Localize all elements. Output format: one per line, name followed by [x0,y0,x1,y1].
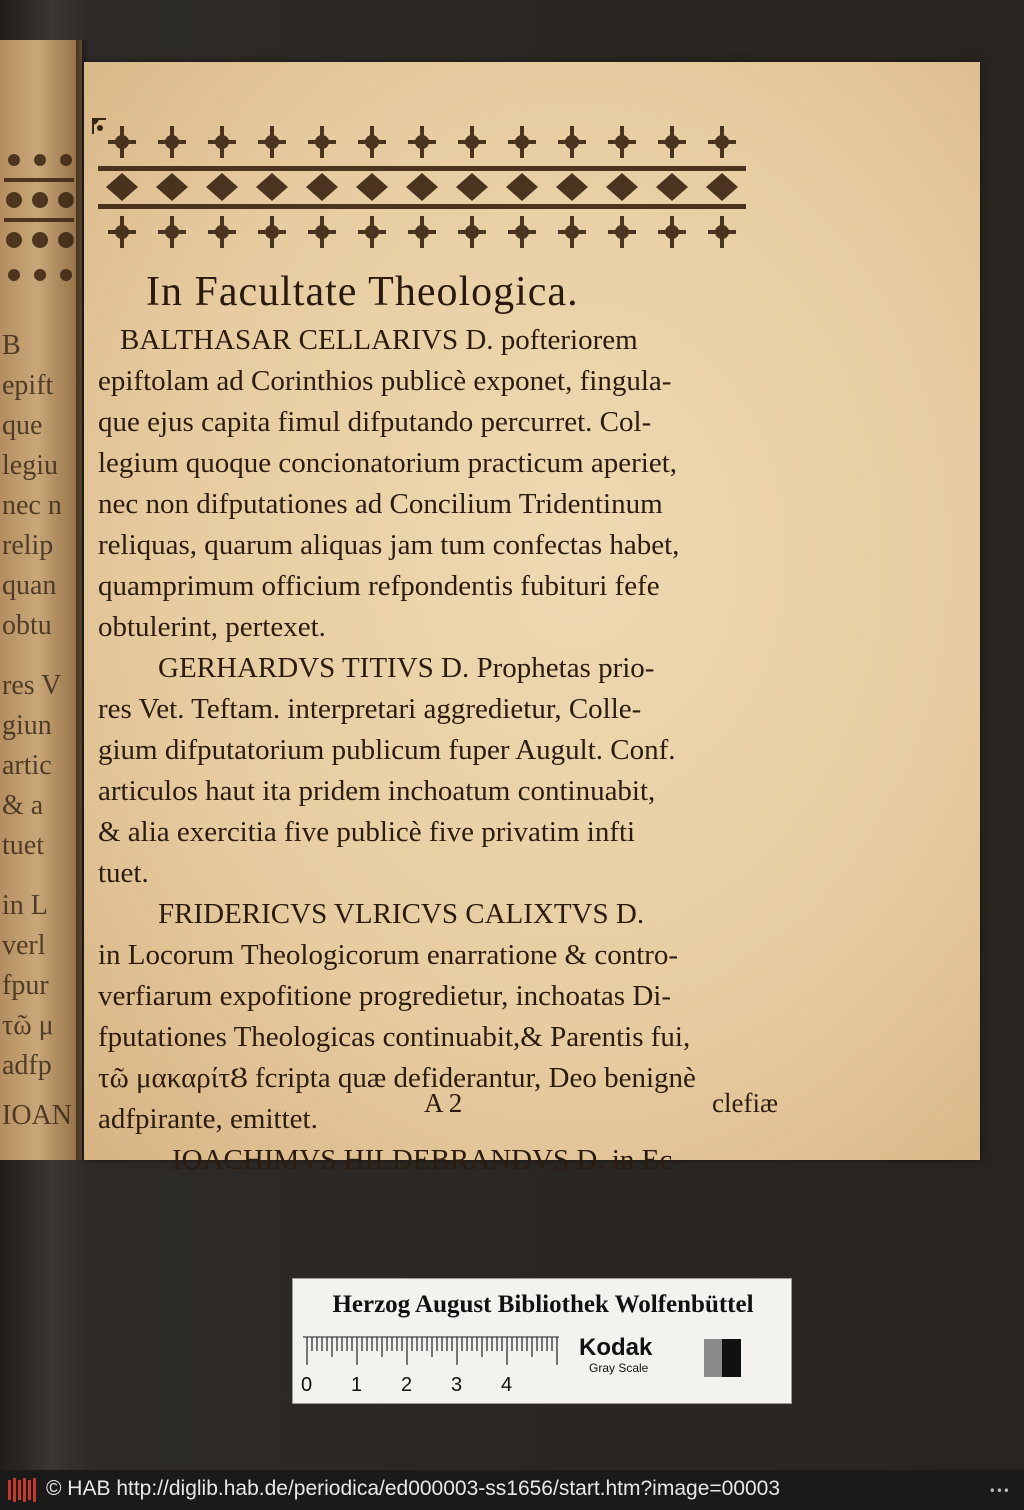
text-line: epiftolam ad Corinthios publicè exponet, fingula- [98,365,672,397]
footer-dots: ••• [988,1484,1010,1498]
hab-logo-icon [6,1476,40,1504]
text-line: reliquas, quarum aliquas jam tum confectas habet, [98,529,680,561]
ruler-label: 3 [451,1374,463,1395]
facing-fragment: artic [2,750,52,781]
facing-page [0,40,82,1160]
text-line: obtulerint, pertexet. [98,611,326,643]
gray-scale-swatches [685,1339,741,1377]
text-line: nec non difputationes ad Concilium Tridentinum [98,488,663,520]
text-line: tuet. [98,857,149,889]
facing-fragment: res V [2,670,62,701]
facing-fragment: que [2,410,43,441]
facing-fragment: legiu [2,450,58,481]
facing-fragment: IOAN [2,1100,72,1131]
text-line: GERHARDVS TITIVS D. Prophetas prio- [158,652,655,684]
footer-bar [0,1470,1024,1510]
gray-swatch [704,1339,723,1377]
page-foot [172,1088,778,1128]
text-line: que ejus capita fimul difputando percurret. Col- [98,406,652,438]
facing-fragment: tuet [2,830,44,861]
kodak-brand: Kodak [579,1334,653,1361]
page-heading: In Facultate Theologica. [146,269,579,315]
ruler-label: 2 [401,1374,413,1395]
facing-fragment: relip [2,530,54,561]
facing-fragment: quan [2,570,57,601]
ruler-label: 0 [301,1374,313,1395]
text-line: adfpirante, emittet. [98,1103,318,1135]
text-line: res Vet. Teftam. interpretari aggredietur, Colle- [98,693,642,725]
text-line: fputationes Theologicas continuabit,& Parentis fui, [98,1021,691,1053]
text-line: quamprimum officium refpondentis fubituri fefe [98,570,660,602]
facing-fragment: fpur [2,970,49,1001]
ruler-label: 4 [501,1374,513,1395]
head-ornament-icon [92,118,752,256]
facing-fragment: nec n [2,490,62,521]
text-line: verfiarum expofitione progredietur, inchoatas Di- [98,980,671,1012]
facing-fragment: giun [2,710,52,741]
facing-fragment: verl [2,930,46,961]
text-line: legium quoque concionatorium practicum aperiet, [98,447,677,479]
text-line: τῶ μακαρίτȢ fcripta quæ defiderantur, Deo benignè [98,1062,696,1094]
ruler [301,1335,561,1395]
body-text [98,320,778,1181]
scale-target [292,1278,792,1404]
facing-fragment: τῶ μ [2,1010,54,1041]
library-name: Herzog August Bibliothek Wolfenbüttel [332,1291,754,1318]
facing-fragment: in L [2,890,48,921]
facing-fragment: epift [2,370,54,401]
gray-swatch [685,1339,704,1377]
text-line: IOACHIMVS HILDEBRANDVS D. in Ec- [172,1144,682,1176]
copyright-url[interactable]: © HAB http://diglib.hab.de/periodica/ed000003-ss1656/start.htm?image=00003 [46,1477,781,1500]
facing-fragment: B [2,330,21,361]
ruler-label: 1 [351,1374,363,1395]
facing-fragment: & a [2,790,44,821]
text-line: & alia exercitia five publicè five privatim infti [98,816,636,848]
text-line: gium difputatorium publicum fuper Augult. Conf. [98,734,676,766]
text-line: FRIDERICVS VLRICVS CALIXTVS D. [158,898,645,930]
catchword: clefiæ [712,1088,778,1118]
text-line: in Locorum Theologicorum enarratione & contro- [98,939,679,971]
facing-fragment: adfp [2,1050,52,1081]
left-ornament-icon [0,140,78,295]
kodak-subtitle: Gray Scale [589,1361,649,1375]
text-line: BALTHASAR CELLARIVS D. pofteriorem [120,324,638,356]
kodak-label [579,1335,689,1375]
gray-swatch [722,1339,741,1377]
facing-fragment: obtu [2,610,52,641]
text-line: articulos haut ita pridem inchoatum continuabit, [98,775,656,807]
signature-mark: A 2 [424,1088,463,1118]
